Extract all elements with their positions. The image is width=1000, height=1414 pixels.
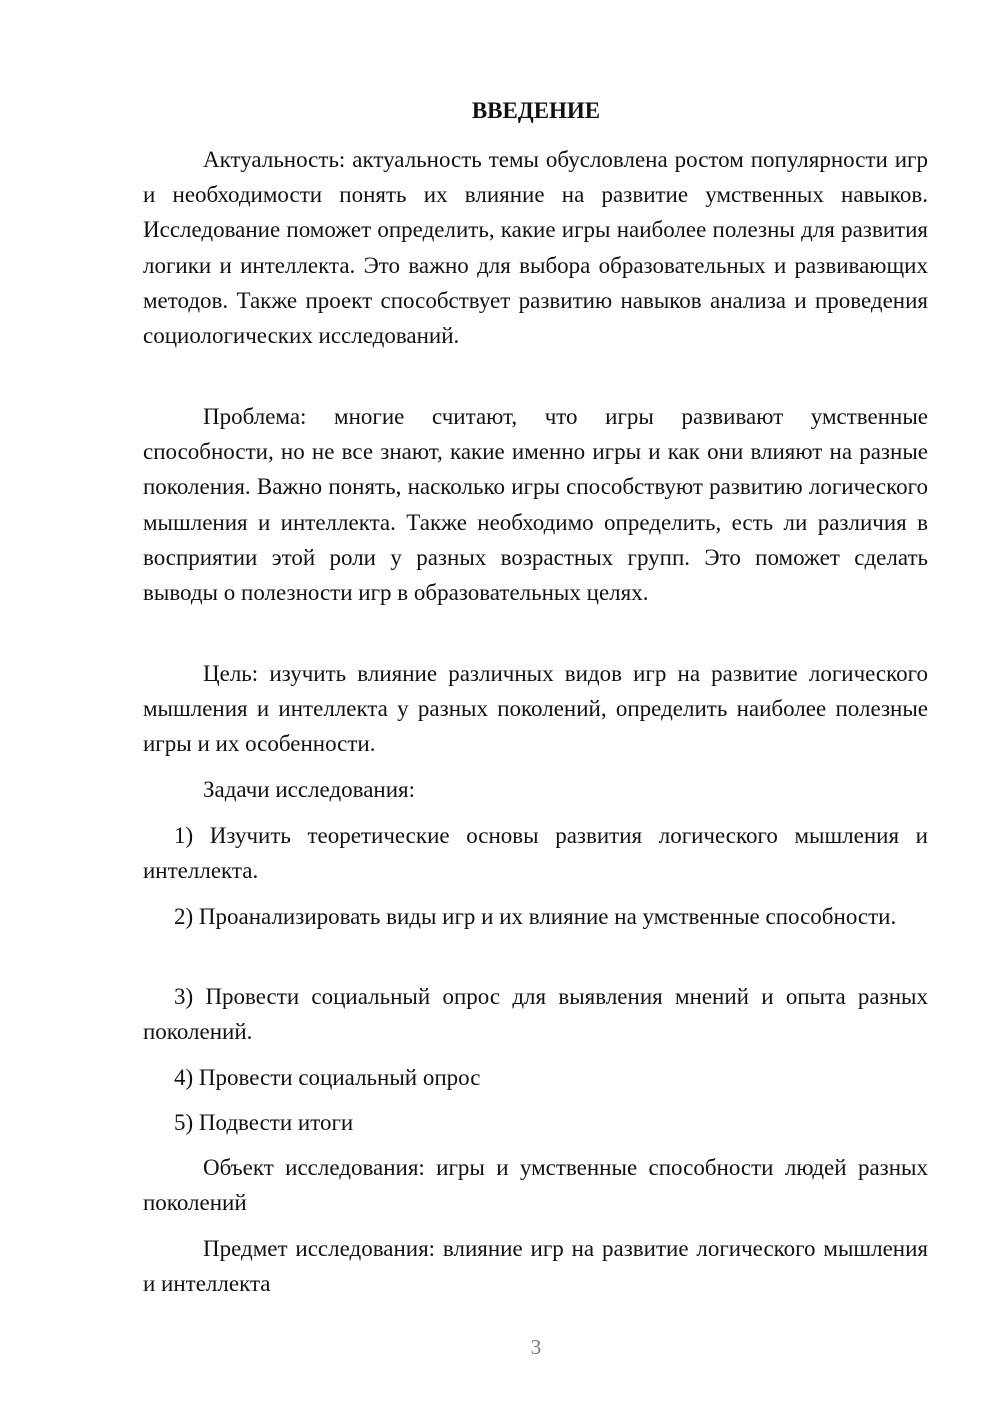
subject-paragraph: Предмет исследования: влияние игр на развитие логического мышления и интеллекта	[143, 1236, 928, 1297]
tasks-heading: Задачи исследования:	[203, 777, 416, 802]
task-item: 3) Провести социальный опрос для выявления мнений и опыта разных поколений.	[143, 984, 928, 1045]
goal-paragraph: Цель: изучить влияние различных видов игр на развитие логического мышления и интеллекта у разных поколений, определить наиболее полезные игры и их особенности.	[143, 661, 928, 757]
page-number: 3	[530, 1335, 542, 1359]
task-item: 2) Проанализировать виды игр и их влияние на умственные способности.	[174, 904, 897, 929]
page-title: ВВЕДЕНИЕ	[471, 98, 601, 123]
task-item: 5) Подвести итоги	[174, 1110, 354, 1135]
object-paragraph: Объект исследования: игры и умственные способности людей разных поколений	[143, 1155, 928, 1216]
task-item: 1) Изучить теоретические основы развития логического мышления и интеллекта.	[143, 823, 928, 884]
problem-paragraph: Проблема: многие считают, что игры развивают умственные способности, но не все знают, какие именно игры и как они влияют на разные поколения. Важно понять, насколько игры способствуют развитию логического мышления и интеллекта. Также необходимо определить, есть ли различия в восприятии этой роли у разных возрастных групп. Это поможет сделать выводы о полезности игр в образовательных целях.	[143, 404, 928, 606]
task-item: 4) Провести социальный опрос	[174, 1065, 481, 1090]
relevance-paragraph: Актуальность: актуальность темы обусловлена ростом популярности игр и необходимости понять их влияние на развитие умственных навыков. Исследование поможет определить, какие игры наиболее полезны для развития логики и интеллекта. Это важно для выбора образовательных и развивающих методов. Также проект способствует развитию навыков анализа и проведения социологических исследований.	[143, 147, 928, 349]
